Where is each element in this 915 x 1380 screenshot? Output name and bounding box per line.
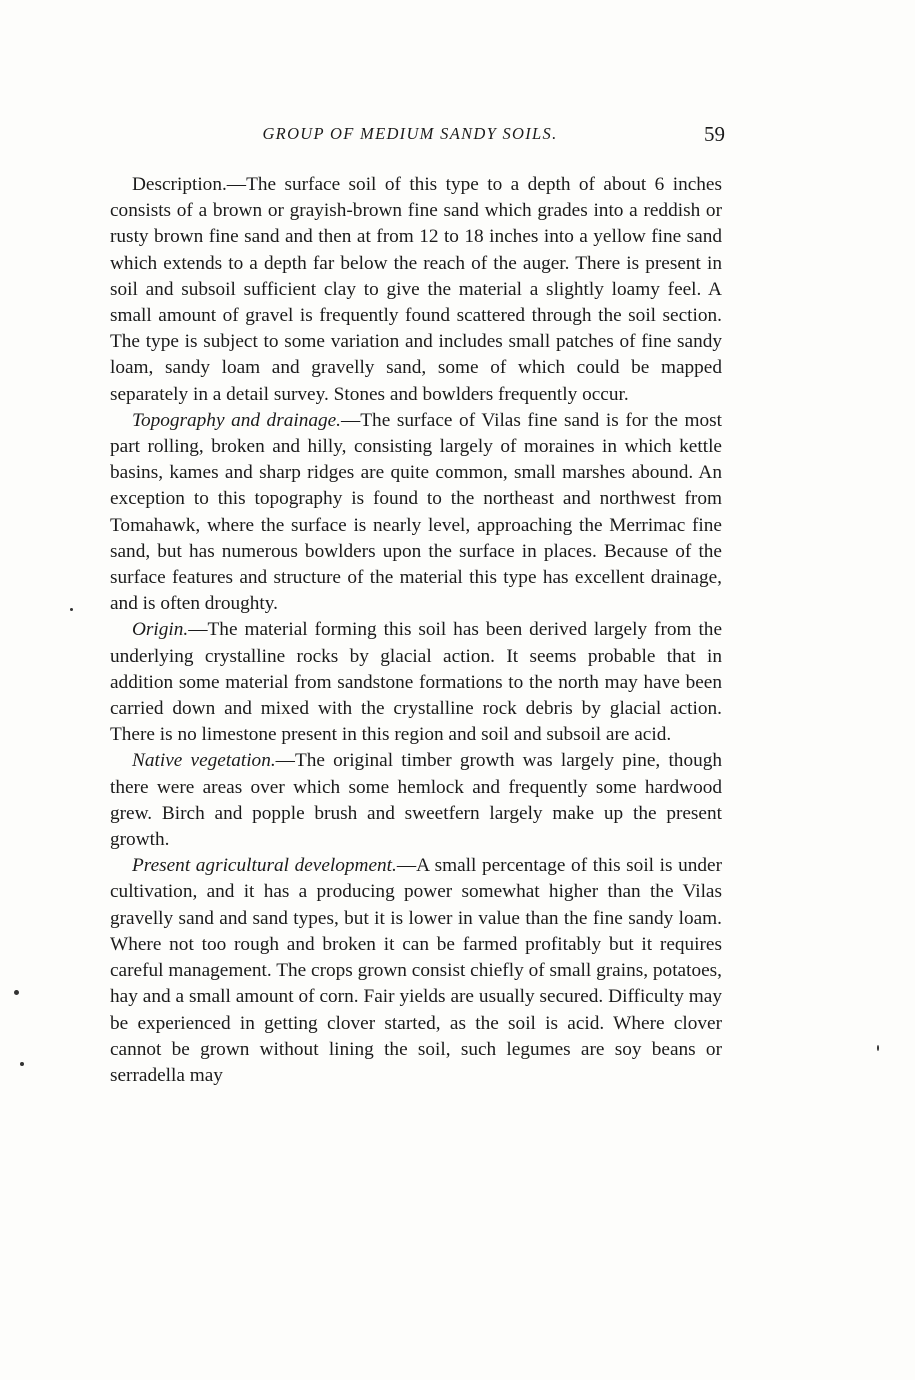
body-text xyxy=(110,172,722,1089)
scan-speck xyxy=(14,990,19,995)
paragraph-heading: Origin. xyxy=(132,619,189,641)
paragraph-heading: Native vegetation. xyxy=(132,750,276,772)
paragraph-heading: Present agricultural development. xyxy=(132,855,397,877)
paragraph-description xyxy=(110,172,722,408)
paragraph-text: —A small percentage of this soil is under cultivation, and it has a producing power somewhat higher than the Vilas gravelly sand and sand types, but it is lower in value than the fine sandy loam. Where not too rough and broken it can be farmed profitably but it requires careful management. The crops grown consist chiefly of small grains, potatoes, hay and a small amount of corn. Fair yields are usually secured. Difficulty may be experienced in getting clover started, as the soil is acid. Where clover cannot be grown without lining the soil, such legumes are soy beans or serradella may xyxy=(110,855,722,1086)
paragraph-heading: Description. xyxy=(132,174,227,195)
paragraph-origin xyxy=(110,617,722,748)
paragraph-text: —The surface of Vilas fine sand is for the most part rolling, broken and hilly, consisting largely of moraines in which kettle basins, kames and sharp ridges are quite common, small marshes abound. An exception to this topography is found to the northeast and northwest from Tomahawk, where the surface is nearly level, approaching the Merrimac fine sand, but has numerous bowlders upon the surface in places. Because of the surface features and structure of the material this type has excellent drainage, and is often droughty. xyxy=(110,409,722,615)
paragraph-text: —The surface soil of this type to a depth of about 6 inches consists of a brown or grayish-brown fine sand which grades into a reddish or rusty brown fine sand and then at from 12 to 18 inches into a yellow fine sand which extends to a depth far below the reach of the auger. There is present in soil and subsoil sufficient clay to give the material a slightly loamy feel. A small amount of gravel is frequently found scattered through the soil section. The type is subject to some variation and includes small patches of fine sandy loam, sandy loam and gravelly sand, some of which could be mapped separately in a detail survey. Stones and bowlders frequently occur. xyxy=(110,174,722,405)
paragraph-native-vegetation xyxy=(110,748,722,853)
paragraph-text: —The original timber growth was largely pine, though there were areas over which some hemlock and frequently some hardwood grew. Birch and popple brush and sweetfern largely make up the present growth. xyxy=(110,750,723,851)
paragraph-text: —The material forming this soil has been derived largely from the underlying crystalline rocks by glacial action. It seems probable that in addition some material from sandstone formations to the north may have been carried down and mixed with the crystalline rock debris by glacial action. There is no limestone present in this region and soil and subsoil are acid. xyxy=(110,619,722,746)
scan-speck xyxy=(20,1062,24,1066)
page-number: 59 xyxy=(704,122,725,146)
paragraph-agricultural-development xyxy=(110,853,722,1089)
scan-speck xyxy=(877,1045,879,1051)
running-title: GROUP OF MEDIUM SANDY SOILS. xyxy=(262,124,558,143)
running-head xyxy=(110,118,725,152)
paragraph-heading: Topography and drainage. xyxy=(132,409,341,431)
scan-speck xyxy=(70,608,73,611)
paragraph-topography xyxy=(110,408,722,618)
